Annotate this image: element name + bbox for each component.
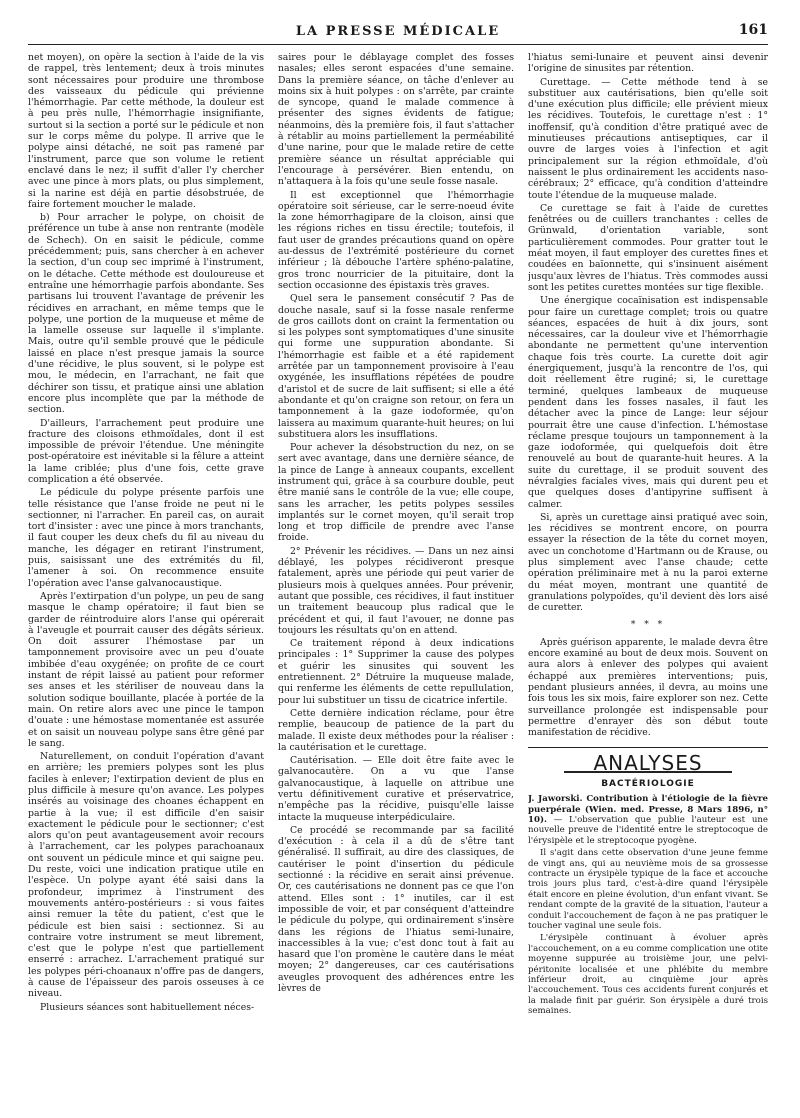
subsection-heading: BACTÉRIOLOGIE bbox=[601, 778, 695, 789]
paragraph: Cette dernière indication réclame, pour être remplie, beaucoup de patience de la part du malade. Il existe deux méthodes pour la réaliser : la cautérisation et le curettage. bbox=[278, 707, 514, 753]
paragraph: 2° Prévenir les récidives. — Dans un nez ainsi déblayé, les polypes récidiveront presque fatalement, après une période qui peut varier de plusieurs mois à quelques années. Pour prévenir, autant que possible, ces récidives, il faut instituer un traitement beaucoup plus radical que le précédent et qui, il faut l'avouer, ne donne pas toujours les résultats qu'on en attend. bbox=[278, 545, 514, 636]
section-heading: ANALYSES bbox=[593, 750, 703, 775]
paragraph: Curettage. — Cette méthode tend à se substituer aux cautérisations, bien qu'elle soit d'une exécution plus difficile; elle prévient mieux les récidives. Toutefois, le curettage n'est : 1° inoffensif, qu'à condition d'être pratiqué avec de minutieuses précautions antiseptiques, car il ouvre de larges voies à l'infection et agit principalement sur la région ethmoïdale, d'où naissent le plus ordinairement les accidents naso-cérébraux; 2° efficace, qu'à condition d'atteindre toute l'étendue de la muqueuse malade. bbox=[528, 76, 768, 201]
paragraph: Pour achever la désobstruction du nez, on se sert avec avantage, dans une dernière séance, de la pince de Lange à anneaux coupants, excellent instrument qui, grâce à sa courbure double, peut être manié sans le contrôle de la vue; elle coupe, sans les arracher, les petits polypes sessiles implantés sur le cornet moyen, qu'il serait trop long et trop difficile de prendre avec l'anse froide. bbox=[278, 442, 514, 544]
paragraph: Après guérison apparente, le malade devra être encore examiné au bout de deux mois. Souvent on aura alors à enlever des polypes qui avaient échappé aux premières interventions; puis, pendant plusieurs années, il devra, au moins une fois tous les six mois, faire explorer son nez. Cette surveillance prolongée est indispensable pour permettre d'enrayer dès son début toute manifestation de récidive. bbox=[528, 636, 768, 739]
paragraph: Il s'agit dans cette observation d'une jeune femme de vingt ans, qui au neuvième mois de sa grossesse contracte un érysipèle typique de la face et accouche trois jours plus tard, c'est-à-dire quand l'érysipèle était encore en pleine évolution, d'un enfant vivant. Se rendant compte de la gravité de la situation, l'auteur a conduit l'accouchement de façon à ne pas pratiquer le toucher vaginal une seule fois. bbox=[528, 848, 768, 931]
section-separator: * * * bbox=[630, 619, 666, 630]
paragraph: Cautérisation. — Elle doit être faite avec le galvanocautère. On a vu que l'anse galvanocaustique, à laquelle on attribue une vertu définitivement curative et préservatrice, n'empêche pas la récidive, puisqu'elle laisse intacte la muqueuse interpédiculaire. bbox=[278, 755, 514, 823]
paragraph: Quel sera le pansement consécutif ? Pas de douche nasale, sauf si la fosse nasale renferme de gros caillots dont on craint la fermentation ou si les polypes sont symptomatiques d'une sinusite qui forme une suppuration abondante. Si l'hémorrhagie est faible et a été rapidement arrêtée par un tamponnement provisoire à l'eau oxygénée, les insufflations répétées de poudre d'aristol et de sucre de lait suffisent; si elle a été abondante et qu'on craigne son retour, on fera un tamponnement à la gaze iodoformée, qu'on laissera au maximum quarante-huit heures; on lui substituera alors les insufflations. bbox=[278, 293, 514, 440]
article-lead bbox=[528, 794, 768, 846]
article-citation: J. Jaworski. Contribution à l'étiologie de la fièvre puerpérale (Wien. med. Presse, 8 Mars 1896, n° 10). bbox=[528, 794, 768, 825]
paragraph: Une énergique cocaïnisation est indispensable pour faire un curettage complet; trois ou quatre séances, espacées de huit à dix jours, sont nécessaires, car la douleur vive et l'hémorrhagie abondante ne permettent qu'une intervention chaque fois très courte. La curette doit agir énergiquement, jusqu'à la rencontre de l'os, qui doit réellement être ruginé; si, le curettage terminé, quelques lambeaux de muqueuse pendent dans les fosses nasales, il faut les détacher avec la pince de Lange: leur séjour pourrait être une cause d'infection. L'hémostase réclame presque toujours un tamponnement à la gaze iodoformée, qui quelquefois doit être renouvelé au bout de quarante-huit heures. A la suite du curettage, il se produit souvent des névralgies faciales vives, mais qui durent peu et que quelques doses d'antipyrine suffisent à calmer. bbox=[528, 295, 768, 510]
paragraph: Ce procédé se recommande par sa facilité d'exécution : à cela il a dû de s'être tant généralisé. Il suffirait, au dire des classiques, de cautériser le point d'insertion du pédicule sectionné : la récidive en serait ainsi prévenue. Or, ces cautérisations ne donnent pas ce que l'on attend. Elles sont : 1° inutiles, car il est impossible de voir, et par conséquent d'atteindre le pédicule du polype, qui ordinairement s'insère dans les régions de l'hiatus semi-lunaire, inaccessibles à la vue; c'est donc tout à fait au hasard que l'on promène le cautère dans le méat moyen; 2° dangereuses, car ces cautérisations aveugles provoquent des adhérences entre les lèvres de bbox=[278, 824, 514, 995]
paragraph: L'érysipèle continuant à évoluer après l'accouchement, on a eu comme complication une otite moyenne suppurée au troisième jour, une pelvi-péritonite localisée et une phlébite du membre inférieur droit, au cinquième jour après l'accouchement. Tous ces accidents furent conjurés et la malade finit par guérir. Son érysipèle a duré trois semaines. bbox=[528, 933, 768, 1017]
analysis-article bbox=[528, 794, 768, 1017]
paragraph: Naturellement, on conduit l'opération d'avant en arrière; les premiers polypes sont les plus faciles à enlever; l'extirpation devient de plus en plus difficile à mesure qu'on avance. Les polypes insérés au voisinage des choanes échappent en partie à la vue; il est difficile d'en saisir exactement le pédicule pour le sectionner; c'est alors qu'on peut avantageusement avoir recours à l'arrachement, car les polypes parachoanaux ont souvent un pédicule mince et qui saigne peu. Du reste, voici une indication pratique utile en l'espèce. Un polype ayant été saisi dans la profondeur, imprimez à l'instrument des mouvements antéro-postérieurs : si vous faites ainsi remuer la tête du patient, c'est que le pédicule est bien saisi : sectionnez. Si au contraire votre instrument se meut librement, c'est que le polype n'est que partiellement enserré : arrachez. L'arrachement pratiqué sur les polypes péri-choanaux n'offre pas de dangers, à cause de l'épaisseur des parois osseuses à ce niveau. bbox=[28, 751, 264, 1000]
page-header bbox=[28, 22, 768, 45]
paragraph: Il est exceptionnel que l'hémorrhagie opératoire soit sérieuse, car le serre-noeud évite la zone hémorrhagipare de la cloison, ainsi que les régions riches en tissu érectile; toutefois, il faut user de grandes précautions quand on opère au-dessus de l'extrémité postérieure du cornet inférieur ; là débouche l'artère sphéno-palatine, gros tronc nourricier de la pituitaire, dont la section occasionne des épistaxis très graves. bbox=[278, 189, 514, 291]
paragraph: b) Pour arracher le polype, on choisit de préférence un tube à anse non rentrante (modèle de Schech). On en saisit le pédicule, comme précédemment; puis, sans chercher à en achever la section, d'un coup sec imprimé à l'instrument, on le détache. Cette méthode est douloureuse et entraîne une hémorrhagie parfois abondante. Ses partisans lui trouvent l'avantage de prévenir les récidives en arrachant, en même temps que le polype, une portion de la muqueuse et même de la lamelle osseuse sur laquelle il s'implante. Mais, outre qu'il semble prouvé que le pédicule laissé en place n'est presque jamais la source d'une récidive, le plus souvent, si le polype est mou, le médecin, en l'arrachant, ne fait que déchirer son tissu, et pratique ainsi une ablation encore plus incomplète que par la méthode de section. bbox=[28, 212, 264, 416]
paragraph: net moyen), on opère la section à l'aide de la vis de rappel, très lentement; deux à trois minutes sont nécessaires pour produire une thrombose des vaisseaux du pédicule qui prévienne l'hémorrhagie. Par cette méthode, la douleur est à peu près nulle, l'hémorrhagie insignifiante, surtout si la section a porté sur le pédicule et non sur le corps même du polype. Il arrive que le polype ainsi détaché, ne soit pas ramené par l'instrument, parce que son volume le retient enclavé dans le nez; il suffit d'aller l'y chercher avec une pince à mors plats, ou plus simplement, si la narine est déjà en partie désobstruée, de faire fortement moucher le malade. bbox=[28, 52, 264, 210]
paragraph: l'hiatus semi-lunaire et peuvent ainsi devenir l'origine de sinusites par rétention. bbox=[528, 52, 768, 75]
column-3 bbox=[528, 52, 768, 1114]
paragraph: saires pour le déblayage complet des fosses nasales; elles seront espacées d'une semaine. Dans la première séance, on tâche d'enlever au moins six à huit polypes : on s'arrête, par crainte de syncope, quand le malade commence à présenter des signes évidents de fatigue; néanmoins, dès la première fois, il faut s'attacher à rétablir au moins partiellement la perméabilité d'une narine, pour que le malade retire de cette première séance un résultat appréciable qui l'encourage à persévérer. Bien entendu, on n'attaquera à la fois qu'une seule fosse nasale. bbox=[278, 52, 514, 188]
page-number: 161 bbox=[738, 22, 768, 38]
column-2 bbox=[278, 52, 514, 1114]
paragraph: Après l'extirpation d'un polype, un peu de sang masque le champ opératoire; il faut bien se garder de réintroduire alors l'anse qui opérerait à l'aveugle et pourrait causer des dégâts sérieux. On doit assurer l'hémostase par un tamponnement provisoire avec un peu d'ouate imbibée d'eau oxygénée; on profite de ce court instant de répit laissé au patient pour reformer ses anses et les stériliser de nouveau dans la solution sodique bouillante, placée à portée de la main. On retire alors avec une pince le tampon d'ouate : une hémostase momentanée est assurée et on saisit un nouveau polype sans être gêné par le sang. bbox=[28, 590, 264, 749]
journal-title: LA PRESSE MÉDICALE bbox=[295, 24, 501, 39]
paragraph: Ce traitement répond à deux indications principales : 1° Supprimer la cause des polypes et guérir les sinusites qui souvent les entretiennent. 2° Détruire la muqueuse malade, qui renferme les éléments de cette repullulation, pour lui substituer un tissu de cicatrice infertile. bbox=[278, 638, 514, 706]
paragraph: Ce curettage se fait à l'aide de curettes fenêtrées ou de cuillers tranchantes : celles de Grünwald, d'orientation variable, sont particulièrement commodes. Pour gratter tout le méat moyen, il faut employer des curettes fines et coudées en baïonnette, qui s'insinuent aisément jusqu'aux lèvres de l'hiatus. Très commodes aussi sont les petites curettes montées sur tige flexible. bbox=[528, 202, 768, 293]
divider bbox=[528, 747, 768, 748]
article-summary: — L'observation que publie l'auteur est une nouvelle preuve de l'identité entre le streptocoque de l'érysipèle et le streptocoque pyogène. bbox=[528, 814, 768, 846]
column-1 bbox=[28, 52, 264, 1114]
paragraph: D'ailleurs, l'arrachement peut produire une fracture des cloisons ethmoïdales, dont il est impossible de prévoir l'étendue. Une méningite post-opératoire est inévitable si la fêlure a atteint la lame criblée; plus d'une fois, cette grave complication a été observée. bbox=[28, 417, 264, 485]
paragraph: Si, après un curettage ainsi pratiqué avec soin, les récidives se montrent encore, on pourra essayer la résection de la tête du cornet moyen, avec un conchotome d'Hartmann ou de Krause, ou plus simplement avec l'anse chaude; cette opération préliminaire met à nu la paroi externe du méat moyen, montrant une quantité de granulations polypoïdes, qu'il devient dès lors aisé de curetter. bbox=[528, 511, 768, 614]
paragraph: Plusieurs séances sont habituellement néces- bbox=[40, 1001, 255, 1013]
paragraph: Le pédicule du polype présente parfois une telle résistance que l'anse froide ne peut ni le sectionner, ni l'arracher. En pareil cas, on aurait tort d'insister : avec une pince à mors tranchants, il faut couper les deux chefs du fil au niveau du manche, les dégager en retirant l'instrument, puis, saisissant une des extrémités du fil, l'amener à soi. On recommence ensuite l'opération avec l'anse galvanocaustique. bbox=[28, 487, 264, 589]
